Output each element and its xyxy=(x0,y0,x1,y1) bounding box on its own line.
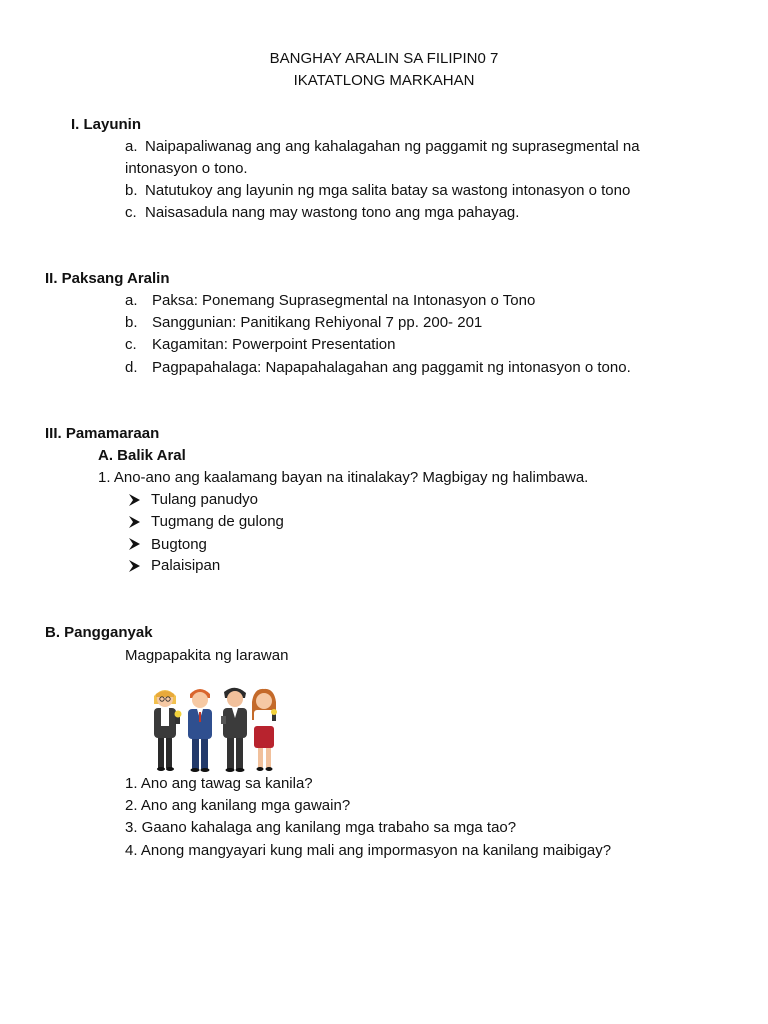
arrow-bullet-icon xyxy=(127,493,141,507)
discussion-question: 2. Ano ang kanilang mga gawain? xyxy=(125,797,351,814)
section-heading-paksang-aralin: II. Paksang Aralin xyxy=(45,270,170,287)
list-letter: d. xyxy=(125,359,138,376)
arrow-bullet-icon xyxy=(127,537,141,551)
list-letter: c. xyxy=(125,204,137,221)
discussion-question: 4. Anong mangyayari kung mali ang impormasyon na kanilang maibigay? xyxy=(125,842,612,859)
list-letter: b. xyxy=(125,182,138,199)
activity-instruction: Magpapakita ng larawan xyxy=(125,647,289,664)
list-letter: b. xyxy=(125,314,138,331)
section-heading-layunin: I. Layunin xyxy=(71,116,142,133)
list-letter: a. xyxy=(125,292,138,309)
reference-text: Sanggunian: Panitikang Rehiyonal 7 pp. 200- 201 xyxy=(152,314,483,331)
discussion-question: 1. Ano ang tawag sa kanila? xyxy=(125,775,313,792)
values-text: Pagpapahalaga: Napapahalagahan ang paggamit ng intonasyon o tono. xyxy=(152,359,631,376)
section-heading-pangganyak: B. Pangganyak xyxy=(45,624,153,641)
bullet-item: Tulang panudyo xyxy=(151,491,259,508)
bullet-item: Tugmang de gulong xyxy=(151,513,284,530)
reporters-illustration xyxy=(148,686,280,772)
topic-text: Paksa: Ponemang Suprasegmental na Intonasyon o Tono xyxy=(152,292,536,309)
document-subtitle: IKATATLONG MARKAHAN xyxy=(293,72,475,89)
objective-text: Naisasadula nang may wastong tono ang mga pahayag. xyxy=(145,204,520,221)
list-letter: c. xyxy=(125,336,137,353)
subsection-heading-balik-aral: A. Balik Aral xyxy=(98,447,186,464)
arrow-bullet-icon xyxy=(127,559,141,573)
list-letter: a. xyxy=(125,138,138,155)
review-question: 1. Ano-ano ang kaalamang bayan na itinalakay? Magbigay ng halimbawa. xyxy=(98,469,589,486)
section-heading-pamamaraan: III. Pamamaraan xyxy=(45,425,160,442)
discussion-question: 3. Gaano kahalaga ang kanilang mga trabaho sa mga tao? xyxy=(125,819,517,836)
objective-text: Naipapaliwanag ang ang kahalagahan ng paggamit ng suprasegmental na xyxy=(145,138,640,155)
bullet-item: Palaisipan xyxy=(151,557,221,574)
materials-text: Kagamitan: Powerpoint Presentation xyxy=(152,336,396,353)
document-title: BANGHAY ARALIN SA FILIPIN0 7 xyxy=(269,50,499,67)
objective-text-continued: intonasyon o tono. xyxy=(125,160,248,177)
bullet-item: Bugtong xyxy=(151,536,207,553)
arrow-bullet-icon xyxy=(127,515,141,529)
objective-text: Natutukoy ang layunin ng mga salita batay sa wastong intonasyon o tono xyxy=(145,182,631,199)
